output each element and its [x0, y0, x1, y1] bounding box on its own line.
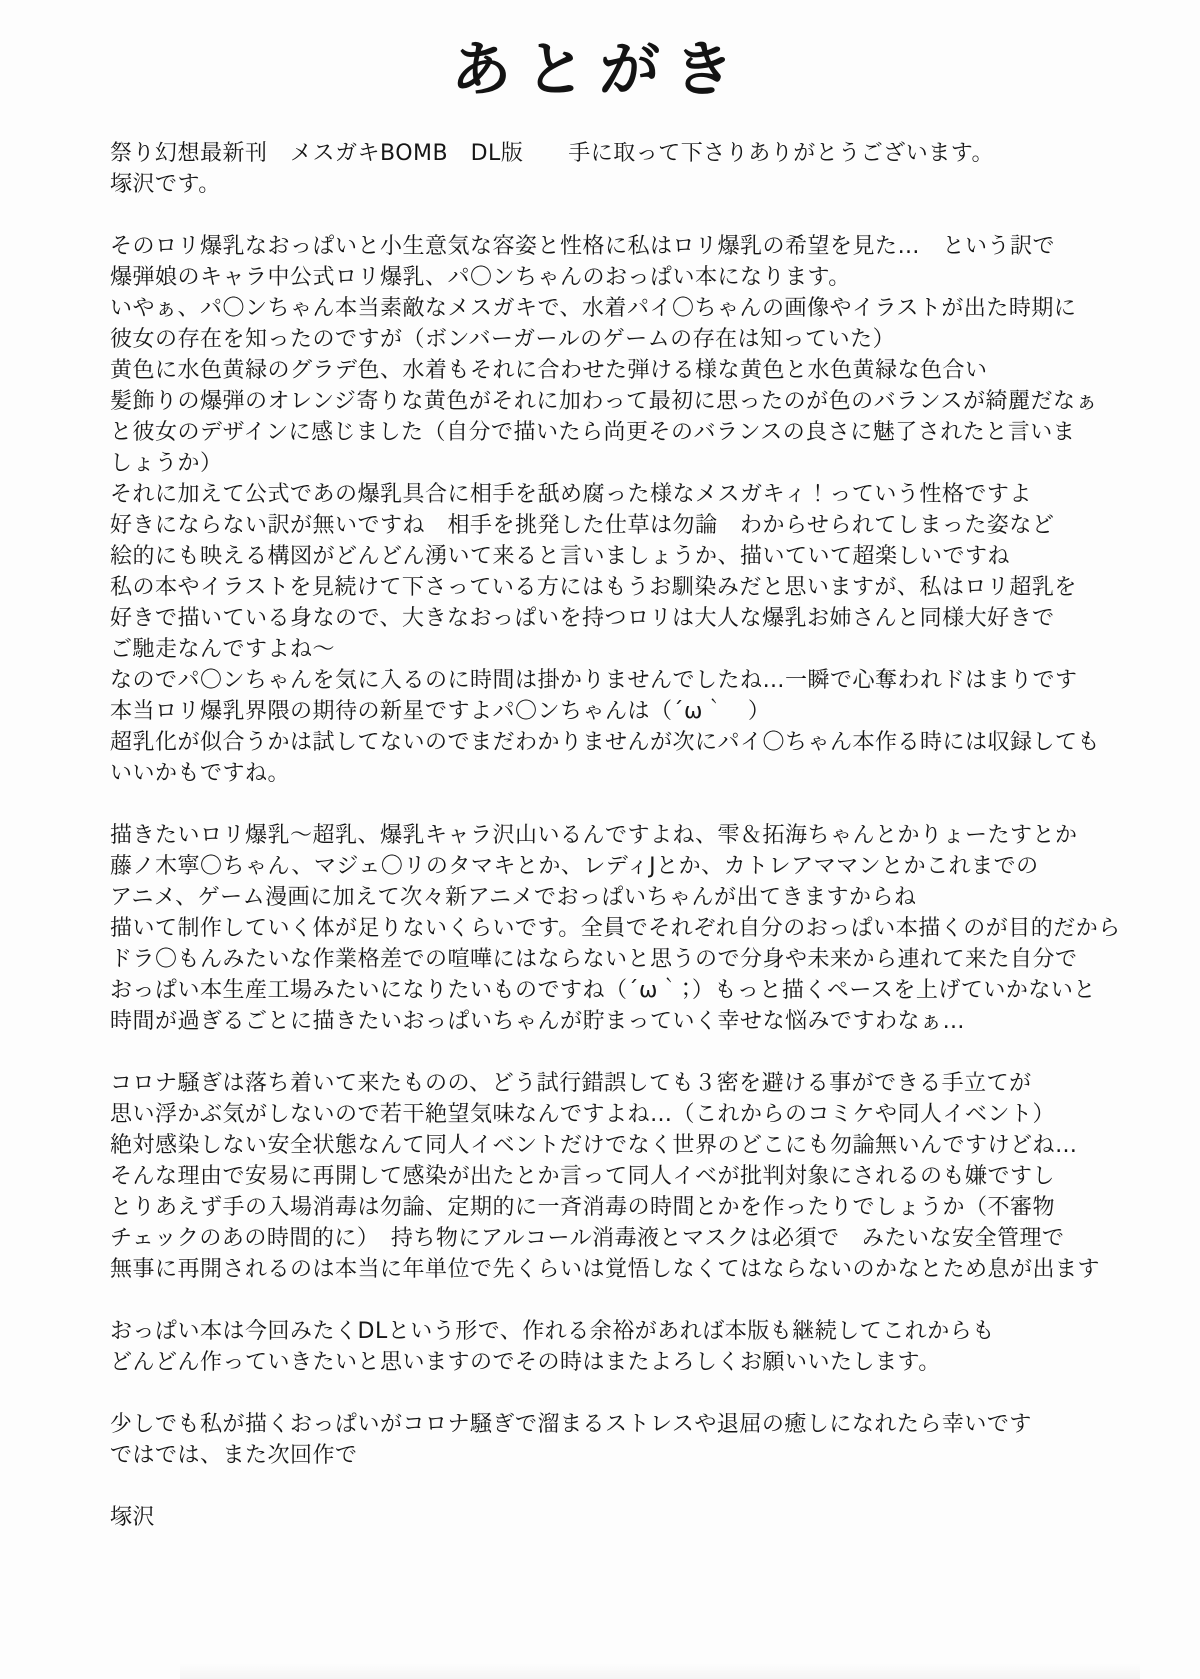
text-line: 爆弾娘のキャラ中公式ロリ爆乳、パ〇ンちゃんのおっぱい本になります。 — [110, 265, 851, 290]
text-line: ではでは、また次回作で — [110, 1443, 358, 1468]
text-line: なのでパ〇ンちゃんを気に入るのに時間は掛かりませんでしたね…一瞬で心奪われドはまりです — [110, 668, 1078, 693]
text-line: そんな理由で安易に再開して感染が出たとか言って同人イベが批判対象にされるのも嫌ですし — [110, 1164, 1056, 1189]
text-line: 祭り幻想最新刊 メスガキBOMB DL版 手に取って下さりありがとうございます。 — [110, 141, 995, 166]
text-line: そのロリ爆乳なおっぱいと小生意気な容姿と性格に私はロリ爆乳の希望を見た… という訳で — [110, 234, 1056, 259]
text-line: いやぁ、パ〇ンちゃん本当素敵なメスガキで、水着パイ〇ちゃんの画像やイラストが出た時期に — [110, 296, 1077, 321]
text-line: 好きにならない訳が無いですね 相手を挑発した仕草は勿論 わからせられてしまった姿など — [110, 513, 1055, 538]
text-line: と彼女のデザインに感じました（自分で描いたら尚更そのバランスの良さに魅了されたと言いま — [110, 420, 1076, 445]
text-line: ドラ〇もんみたいな作業格差での喧嘩にはならないと思うので分身や未来から連れて来た自分で — [110, 947, 1078, 972]
paragraph-greeting — [110, 138, 1130, 200]
text-line: アニメ、ゲーム漫画に加えて次々新アニメでおっぱいちゃんが出てきますからね — [110, 885, 917, 910]
text-line: おっぱい本は今回みたくDLという形で、作れる余裕があれば本版も継続してこれからも — [110, 1319, 995, 1344]
paragraph-corona-thoughts — [110, 1068, 1130, 1285]
text-line: 描いて制作していく体が足りないくらいです。全員でそれぞれ自分のおっぱい本描くのが目的だから — [110, 916, 1121, 941]
document-body — [110, 138, 1130, 1564]
text-line: コロナ騒ぎは落ち着いて来たものの、どう試行錯誤しても３密を避ける事ができる手立てが — [110, 1071, 1032, 1096]
paragraph-closing — [110, 1409, 1130, 1471]
text-line: とりあえず手の入場消毒は勿論、定期的に一斉消毒の時間とかを作ったりでしょうか（不審物 — [110, 1195, 1056, 1220]
text-line: 黄色に水色黄緑のグラデ色、水着もそれに合わせた弾ける様な黄色と水色黄緑な色合い — [110, 358, 988, 383]
text-line: それに加えて公式であの爆乳具合に相手を舐め腐った様なメスガキィ！っていう性格ですよ — [110, 482, 1032, 507]
paragraph-about-character — [110, 231, 1130, 789]
text-line: チェックのあの時間的に） 持ち物にアルコール消毒液とマスクは必須で みたいな安全管理で — [110, 1226, 1065, 1251]
text-line: 無事に再開されるのは本当に年単位で先くらいは覚悟しなくてはならないのかなとため息が出ます — [110, 1257, 1101, 1282]
text-line: 私の本やイラストを見続けて下さっている方にはもうお馴染みだと思いますが、私はロリ超乳を — [110, 575, 1077, 600]
text-line: 塚沢です。 — [110, 172, 221, 197]
text-line: 藤ノ木寧〇ちゃん、マジェ〇リのタマキとか、レディJとか、カトレアママンとかこれまでの — [110, 854, 1039, 879]
text-line: 描きたいロリ爆乳～超乳、爆乳キャラ沢山いるんですよね、雫＆拓海ちゃんとかりょーたすとか — [110, 823, 1078, 848]
text-line: 絵的にも映える構図がどんどん湧いて来ると言いましょうか、描いていて超楽しいですね — [110, 544, 1011, 569]
text-line: 髪飾りの爆弾のオレンジ寄りな黄色がそれに加わって最初に思ったのが色のバランスが綺麗だなぁ — [110, 389, 1099, 414]
paragraph-dl-release-note — [110, 1316, 1130, 1378]
text-line: 超乳化が似合うかは試してないのでまだわかりませんが次にパイ〇ちゃん本作る時には収録しても — [110, 730, 1101, 755]
text-line: しょうか） — [110, 451, 223, 476]
text-line: おっぱい本生産工場みたいになりたいものですね（´ω｀；）もっと描くペースを上げていかないと — [110, 978, 1096, 1003]
text-line: 好きで描いている身なので、大きなおっぱいを持つロリは大人な爆乳お姉さんと同様大好きで — [110, 606, 1055, 631]
text-line: 時間が過ぎるごとに描きたいおっぱいちゃんが貯まっていく幸せな悩みですわなぁ… — [110, 1009, 966, 1034]
text-line: 塚沢 — [110, 1505, 156, 1530]
text-line: ご馳走なんですよね～ — [110, 637, 336, 662]
text-line: 本当ロリ爆乳界隈の期待の新星ですよパ〇ンちゃんは（´ω｀ ） — [110, 699, 771, 724]
scan-edge-artifact — [180, 1663, 1140, 1679]
page-title: あとがき — [450, 35, 749, 105]
text-line: 彼女の存在を知ったのですが（ボンバーガールのゲームの存在は知っていた） — [110, 327, 896, 352]
text-line: 絶対感染しない安全状態なんて同人イベントだけでなく世界のどこにも勿論無いんですけどね… — [110, 1133, 1078, 1158]
text-line: いいかもですね。 — [110, 761, 291, 786]
paragraph-signature — [110, 1502, 1130, 1533]
text-line: 少しでも私が描くおっぱいがコロナ騒ぎで溜まるストレスや退屈の癒しになれたら幸いです — [110, 1412, 1032, 1437]
text-line: どんどん作っていきたいと思いますのでその時はまたよろしくお願いいたします。 — [110, 1350, 941, 1375]
text-line: 思い浮かぶ気がしないので若干絶望気味なんですよね…（これからのコミケや同人イベント） — [110, 1102, 1056, 1127]
paragraph-characters-to-draw — [110, 820, 1130, 1037]
